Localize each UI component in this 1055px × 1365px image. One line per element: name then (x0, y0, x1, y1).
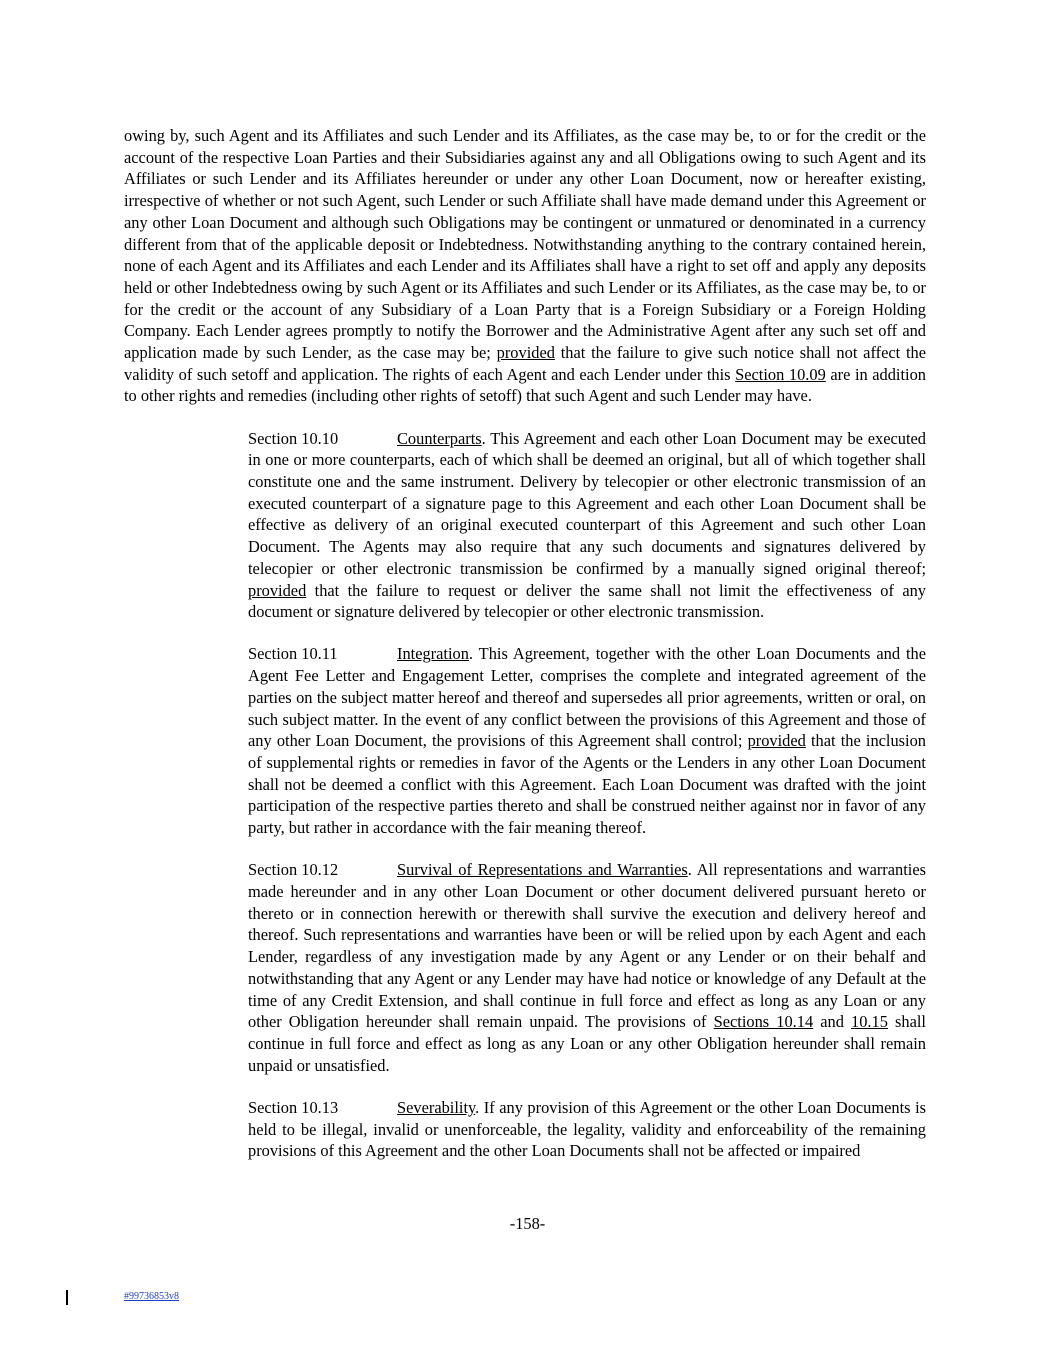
section-reference: 10.15 (851, 1012, 888, 1032)
paragraph-text: . This Agreement, together with the other Loan Documents and the Agent Fee Letter and Engagement Letter, comprises the complete and integrated agreement of the parties on the subject matter hereof and thereof and supersedes all prior agreements, written or oral, on such subject matter. In the event of any conflict between the provisions of this Agreement and those of any other Loan Document, the provisions of this Agreement shall control; (248, 644, 926, 751)
section-number: Section 10.12 (248, 860, 339, 880)
section-number: Section 10.11 (248, 644, 338, 664)
section-10-10-counterparts (124, 428, 926, 623)
revision-bar (66, 1290, 68, 1305)
provided-term: provided (747, 731, 806, 751)
paragraph-text: owing by, such Agent and its Affiliates and such Lender and its Affiliates, as the case may be, to or for the credit or the account of the respective Loan Parties and their Subsidiaries against any and all Obligations owing to such Agent and its Affiliates or such Lender and its Affiliates hereunder or under any other Loan Document, now or hereafter existing, irrespective of whether or not such Agent, such Lender or such Affiliate shall have made demand under this Agreement or any other Loan Document and although such Obligations may be contingent or unmatured or denominated in a currency different from that of the applicable deposit or Indebtedness. Notwithstanding anything to the contrary contained herein, none of each Agent and its Affiliates and each Lender and its Affiliates shall have a right to set off and apply any deposits held or other Indebtedness owing by such Agent or its Affiliates and such Lender or its Affiliates, as the case may be, to or for the credit or the account of any Subsidiary of a Loan Party that is a Foreign Subsidiary or a Foreign Holding Company. Each Lender agrees promptly to notify the Borrower and the Administrative Agent after any such set off and application made by such Lender, as the case may be; (124, 126, 926, 363)
paragraph-text: . This Agreement and each other Loan Document may be executed in one or more counterparts, each of which shall be deemed an original, but all of which together shall constitute one and the same instrument. Delivery by telecopier or other electronic transmission of an executed counterpart of a signature page to this Agreement and each other Loan Document shall be effective as delivery of an original executed counterpart of this Agreement and such other Loan Document. The Agents may also require that any such documents and signatures delivered by telecopier or other electronic transmission be confirmed by a manually signed original thereof; (248, 428, 926, 578)
paragraph-text: that the failure to request or deliver the same shall not limit the effectiveness of any document or signature delivered by telecopier or other electronic transmission. (248, 580, 926, 622)
section-title: Severability (397, 1097, 476, 1117)
paragraph-text: . If any provision of this Agreement or the other Loan Documents is held to be illegal, invalid or unenforceable, the legality, validity and enforceability of the remaining provisions of this Agreement and the other Loan Documents shall not be affected or impaired (248, 1097, 926, 1161)
section-number: Section 10.13 (248, 1097, 339, 1117)
section-reference: Sections 10.14 (713, 1012, 814, 1032)
paragraph-text: that the inclusion of supplemental rights or remedies in favor of the Agents or the Lenders in any other Loan Document shall not be deemed a conflict with this Agreement. Each Loan Document was drafted with the joint participation of the respective parties thereto and shall be construed neither against nor in favor of any party, but rather in accordance with the fair meaning thereof. (248, 731, 926, 838)
section-10-11-integration (124, 643, 926, 838)
paragraph-text: shall continue in full force and effect as long as any Loan or any other Obligation hereunder shall remain unpaid or unsatisfied. (248, 1012, 926, 1075)
provided-term: provided (248, 580, 307, 600)
section-number: Section 10.10 (248, 428, 339, 448)
paragraph-text: that the failure to give such notice shall not affect the validity of such setoff and application. The rights of each Agent and each Lender under this (124, 343, 926, 384)
section-title: Counterparts (397, 428, 482, 448)
paragraph-text: are in addition to other rights and remedies (including other rights of setoff) that such Agent and such Lender may have. (124, 364, 926, 406)
section-reference: Section 10.09 (735, 364, 826, 384)
paragraph-setoff-continuation (124, 125, 926, 407)
document-id-link[interactable]: #99736853v8 (124, 1291, 179, 1302)
provided-term: provided (496, 343, 555, 363)
paragraph-text: and (813, 1012, 852, 1032)
document-body (124, 125, 926, 1182)
section-title: Survival of Representations and Warranties (397, 860, 688, 880)
section-10-12-survival (124, 859, 926, 1076)
paragraph-text: . All representations and warranties made hereunder and in any other Loan Document or other document delivered pursuant hereto or thereto or in connection herewith or therewith shall survive the execution and delivery hereof and thereof. Such representations and warranties have been or will be relied upon by each Agent and each Lender, regardless of any investigation made by any Agent or any Lender or on their behalf and notwithstanding that any Agent or any Lender may have had notice or knowledge of any Default at the time of any Credit Extension, and shall continue in full force and effect as long as any Loan or any other Obligation hereunder shall remain unpaid. The provisions of (248, 860, 926, 1032)
section-title: Integration (397, 644, 469, 664)
page-number: -158- (509, 1214, 546, 1233)
section-10-13-severability (124, 1097, 926, 1162)
